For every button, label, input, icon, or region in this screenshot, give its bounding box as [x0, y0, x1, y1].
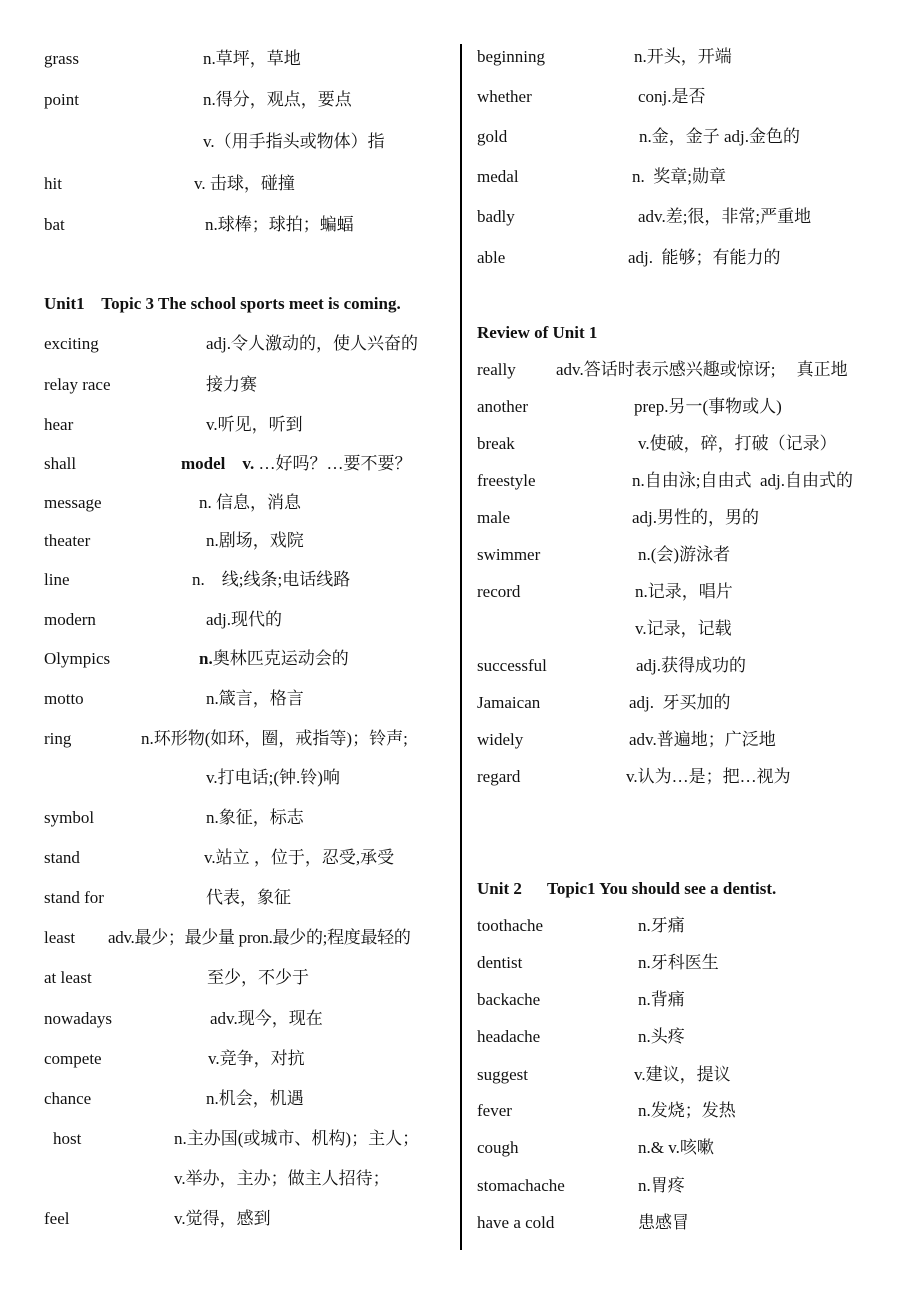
right-column [477, 0, 897, 1302]
vocab-word: fever [477, 1101, 512, 1120]
vocab-meaning: n. 信息，消息 [199, 493, 301, 512]
vocab-meaning: n. 线;线条;电话线路 [192, 570, 351, 589]
vocab-word: gold [477, 127, 508, 146]
vocab-meaning: adv.现今，现在 [210, 1009, 323, 1028]
vocab-word: chance [44, 1089, 92, 1108]
vocab-meaning: n.记录，唱片 [635, 582, 733, 601]
vocab-meaning: n.自由泳;自由式 adj.自由式的 [632, 471, 853, 490]
vocab-word: compete [44, 1049, 102, 1068]
vocab-word: relay race [44, 375, 111, 394]
vocab-meaning: adj.获得成功的 [636, 656, 747, 675]
vocab-word: successful [477, 656, 547, 675]
vocab-meaning: n.开头，开端 [634, 47, 732, 66]
vocab-meaning: n.(会)游泳者 [638, 545, 731, 564]
vocab-meaning: n.头疼 [638, 1027, 685, 1046]
vocab-meaning: v.使破，碎，打破（记录） [638, 434, 837, 453]
vocab-word: really [477, 360, 516, 379]
vocab-meaning: v.举办，主办；做主人招待； [174, 1169, 390, 1188]
vocab-meaning: 代表，象征 [206, 888, 291, 907]
vocab-word: nowadays [44, 1009, 112, 1028]
vocab-meaning: n.& v.咳嗽 [638, 1138, 714, 1157]
vocab-meaning: v.听见，听到 [206, 415, 303, 434]
vocab-word: record [477, 582, 521, 601]
vocab-meaning: n.背痛 [638, 990, 685, 1009]
vocab-meaning: adv.差;很，非常;严重地 [638, 207, 812, 226]
vocab-meaning [199, 649, 349, 669]
vocab-word: badly [477, 207, 515, 226]
part-of-speech: model v. [181, 454, 255, 473]
vocab-word: beginning [477, 47, 545, 66]
vocab-word: freestyle [477, 471, 536, 490]
vocab-meaning: v.建议，提议 [634, 1065, 731, 1084]
vocab-word: dentist [477, 953, 523, 972]
vocab-word: backache [477, 990, 541, 1009]
vocab-word: break [477, 434, 515, 453]
vocab-word: motto [44, 689, 84, 708]
vocab-meaning: adj.令人激动的，使人兴奋的 [206, 334, 419, 353]
vocab-word: regard [477, 767, 521, 786]
vocab-word: feel [44, 1209, 70, 1228]
vocab-word: ring [44, 729, 72, 748]
vocab-word: Jamaican [477, 693, 541, 712]
vocab-word: hear [44, 415, 74, 434]
vocab-word: least [44, 928, 76, 947]
vocab-word: toothache [477, 916, 544, 935]
vocab-meaning: n.得分，观点，要点 [203, 90, 352, 109]
vocab-meaning: n.金，金子 adj.金色的 [639, 127, 801, 146]
vocab-word: able [477, 248, 506, 267]
column-divider [460, 44, 462, 1250]
vocab-word: grass [44, 49, 79, 68]
vocab-meaning: n.球棒；球拍；蝙蝠 [205, 215, 354, 234]
vocab-meaning: v.竞争，对抗 [208, 1049, 305, 1068]
vocab-meaning: n.机会，机遇 [206, 1089, 304, 1108]
vocab-meaning: adj. 牙买加的 [629, 693, 731, 712]
vocab-meaning: n.牙痛 [638, 916, 685, 935]
vocab-word: bat [44, 215, 65, 234]
vocab-word: line [44, 570, 70, 589]
section-heading: Unit1 Topic 3 The school sports meet is coming. [44, 294, 401, 313]
vocab-meaning: n.牙科医生 [638, 953, 719, 972]
vocab-meaning: adj.男性的，男的 [632, 508, 760, 527]
vocab-word: whether [477, 87, 532, 106]
vocab-word: point [44, 90, 79, 109]
vocab-meaning: n. 奖章;勋章 [632, 167, 726, 186]
vocab-meaning: v.打电话;(钟.铃)响 [206, 768, 340, 787]
vocab-word: stand [44, 848, 80, 867]
section-heading: Review of Unit 1 [477, 323, 598, 342]
vocab-word: modern [44, 610, 96, 629]
vocab-meaning: adv.普遍地；广泛地 [629, 730, 776, 749]
vocab-word: at least [44, 968, 92, 987]
vocab-word: have a cold [477, 1213, 555, 1232]
vocab-meaning: 患感冒 [638, 1213, 689, 1232]
vocab-word: symbol [44, 808, 95, 827]
vocab-word: suggest [477, 1065, 528, 1084]
vocab-word: hit [44, 174, 62, 193]
vocab-word: widely [477, 730, 524, 749]
vocab-word: exciting [44, 334, 99, 353]
vocab-meaning: prep.另一(事物或人) [634, 397, 782, 416]
vocab-meaning: n.草坪，草地 [203, 49, 301, 68]
vocab-meaning: v.觉得，感到 [174, 1209, 271, 1228]
vocab-meaning: adv.答话时表示感兴趣或惊讶; 真正地 [556, 360, 848, 379]
part-of-speech: n. [199, 649, 213, 668]
vocab-word: cough [477, 1138, 519, 1157]
vocab-meaning: n.主办国(或城市、机构)；主人； [174, 1129, 420, 1148]
vocab-meaning [181, 454, 411, 474]
meaning-text: 奥林匹克运动会的 [212, 649, 349, 668]
vocab-meaning: 接力赛 [206, 375, 257, 394]
vocab-word: medal [477, 167, 519, 186]
vocab-word: Olympics [44, 649, 111, 668]
vocab-meaning: n.象征，标志 [206, 808, 304, 827]
vocab-meaning: adj. 能够；有能力的 [628, 248, 781, 267]
vocab-word: another [477, 397, 528, 416]
vocab-meaning: v.认为…是；把…视为 [626, 767, 791, 786]
vocab-meaning: 至少，不少于 [207, 968, 309, 987]
vocab-meaning: n.发烧；发热 [638, 1101, 736, 1120]
vocab-word: headache [477, 1027, 541, 1046]
vocab-word: swimmer [477, 545, 541, 564]
vocab-word: stand for [44, 888, 104, 907]
vocab-word: male [477, 508, 511, 527]
vocab-meaning: adv.最少；最少量 pron.最少的;程度最轻的 [108, 928, 411, 947]
vocab-meaning: adj.现代的 [206, 610, 283, 629]
vocab-word: message [44, 493, 102, 512]
vocab-meaning: n.胃疼 [638, 1176, 685, 1195]
vocab-meaning: n.剧场，戏院 [206, 531, 304, 550]
vocab-meaning: n.环形物(如环，圈，戒指等)；铃声; [141, 729, 408, 748]
vocab-word: host [53, 1129, 82, 1148]
vocab-word: shall [44, 454, 77, 473]
vocab-meaning: n.箴言，格言 [206, 689, 304, 708]
vocab-meaning: v.记录，记载 [635, 619, 732, 638]
vocab-meaning: v. 击球，碰撞 [194, 174, 295, 193]
vocab-meaning: v.站立 ，位于，忍受,承受 [204, 848, 395, 867]
vocab-word: theater [44, 531, 91, 550]
meaning-text: …好吗？…要不要？ [254, 454, 412, 473]
left-column [44, 0, 454, 1302]
vocab-meaning: v.（用手指头或物体）指 [203, 132, 385, 151]
section-heading: Unit 2 Topic1 You should see a dentist. [477, 879, 777, 898]
vocab-word: stomachache [477, 1176, 565, 1195]
vocab-meaning: conj.是否 [638, 87, 706, 106]
